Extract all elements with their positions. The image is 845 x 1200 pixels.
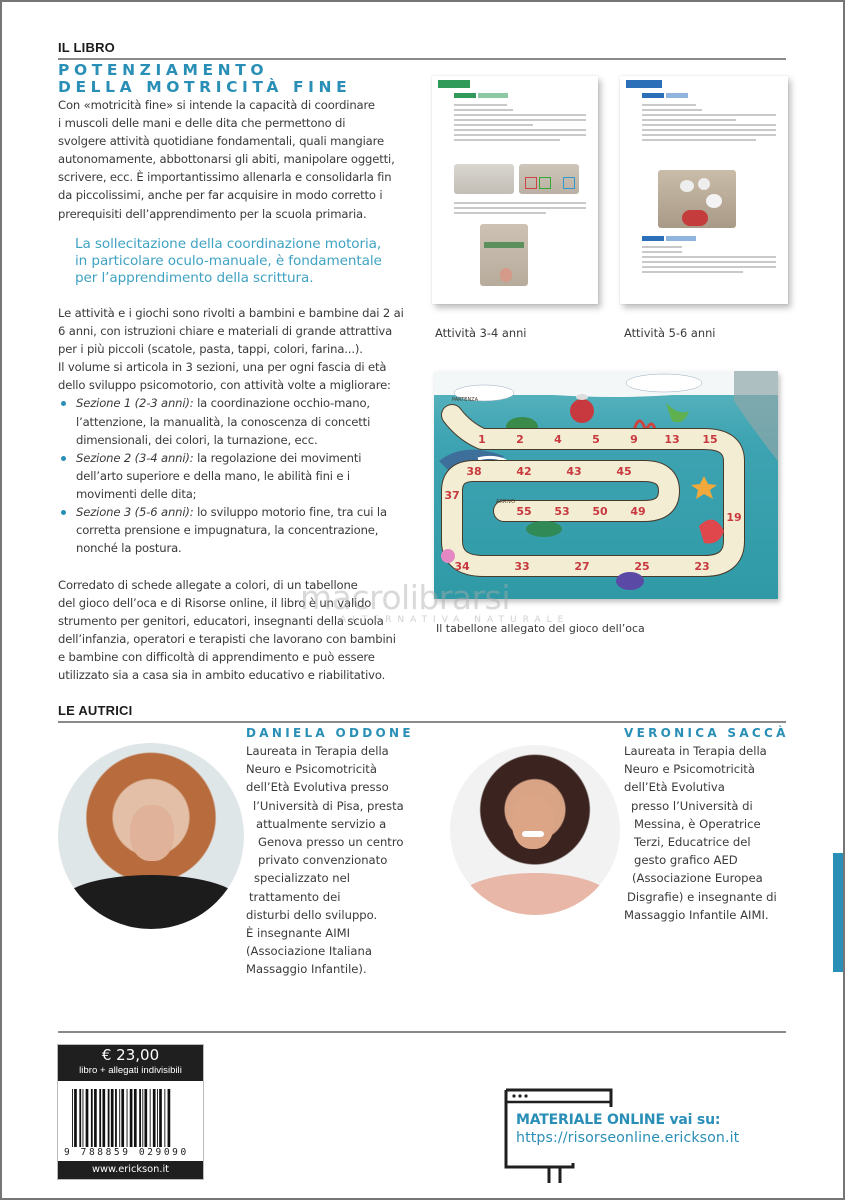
bio-line: Massaggio Infantile). <box>246 962 367 977</box>
author-portrait-veronica-sacca <box>450 745 620 915</box>
price-note: libro + allegati indivisibili <box>79 1065 182 1076</box>
text-line: del gioco dell’oca e di Risorse online, il libro è un valido <box>58 596 372 611</box>
preview-heading-bar <box>642 93 664 98</box>
section-text: dell’arto superiore e della mano, le abilità fini e i <box>76 468 351 483</box>
section-item <box>58 503 430 557</box>
board-square-number: 34 <box>454 560 470 573</box>
preview-text <box>454 104 586 144</box>
board-square-number: 5 <box>592 433 600 446</box>
barcode-bar <box>127 1089 128 1147</box>
barcode-bar <box>164 1089 165 1147</box>
bio-line: dell’Età Evolutiva presso <box>246 780 389 795</box>
price-barcode-box <box>57 1044 204 1180</box>
preview-photo <box>480 224 528 286</box>
text-line: dell’infanzia, operatori e terapisti che lavorano con bambini <box>58 632 396 647</box>
text-line: prerequisiti dell’apprendimento per la scuola primaria. <box>58 206 367 221</box>
board-square-number: 15 <box>702 433 718 446</box>
bio-line: (Associazione Italiana <box>246 944 372 959</box>
bio-line: Laureata in Terapia della <box>624 744 767 758</box>
sections-list <box>58 394 430 557</box>
board-square-number: 33 <box>514 560 530 573</box>
price-header <box>58 1045 203 1081</box>
barcode-bar <box>150 1089 151 1147</box>
bio-line: gesto grafico AED <box>634 853 738 868</box>
barcode-bar <box>168 1089 171 1147</box>
bio-line: Neuro e Psicomotricità <box>624 762 755 777</box>
watermark-subtext: ALTERNATIVA NATURALE <box>340 615 570 625</box>
board-square-number: 37 <box>444 489 460 502</box>
bio-line: presso l’Università di <box>631 798 753 813</box>
bio-line: Messina, è Operatrice <box>634 816 761 831</box>
online-material-link[interactable]: https://risorseonline.erickson.it <box>516 1130 740 1146</box>
text-line: scrivere, ecc. È importantissimo allenarla e consolidarla fin <box>58 170 392 185</box>
board-square-number: 9 <box>630 433 638 446</box>
preview-heading-bar <box>666 93 688 98</box>
fish <box>616 572 644 590</box>
section-text: la regolazione dei movimenti <box>193 450 362 465</box>
barcode-bar <box>119 1089 120 1147</box>
seagull <box>576 394 588 400</box>
text-line: svolgere attività quotidiane fondamentali, quali mangiare <box>58 134 384 149</box>
online-title-main: MATERIALE ONLINE <box>516 1112 665 1128</box>
section-text: corretta prensione e impugnatura, la concentrazione, <box>76 523 379 538</box>
preview-photo <box>658 170 736 228</box>
barcode-bar <box>94 1089 97 1147</box>
pull-quote <box>75 236 415 287</box>
section-text: la coordinazione occhio-mano, <box>193 396 370 411</box>
barcode-bar <box>86 1089 89 1147</box>
barcode-bar <box>83 1089 84 1147</box>
text-line: Il volume si articola in 3 sezioni, una per ogni fascia di età <box>58 360 387 375</box>
board-square-number: 23 <box>694 560 710 573</box>
bio-line: disturbi dello sviluppo. <box>246 907 378 922</box>
preview-text <box>454 202 586 217</box>
section-text: dimensionali, dei colori, la turnazione, ecc. <box>76 432 318 447</box>
board-caption: Il tabellone allegato del gioco dell’oca <box>436 622 645 635</box>
board-square-number: 19 <box>726 511 742 524</box>
quote-line: La sollecitazione della coordinazione motoria, <box>75 236 382 252</box>
board-square-number: 2 <box>516 433 524 446</box>
section-label: Sezione 3 (5-6 anni): <box>76 505 194 520</box>
book-intro <box>58 96 428 223</box>
preview-heading-bar <box>666 236 696 241</box>
board-square-number: 1 <box>478 433 486 446</box>
section-rule <box>58 58 786 60</box>
preview-photo <box>454 164 514 194</box>
side-color-tab <box>833 853 843 972</box>
section-item <box>58 394 430 448</box>
bio-line: attualmente servizio a <box>256 816 387 831</box>
text-line: 6 anni, con istruzioni chiare e materiali di grande attrattiva <box>58 324 393 339</box>
board-square-number: 42 <box>516 465 532 478</box>
cloud <box>626 374 702 392</box>
publisher-website: www.erickson.it <box>58 1161 203 1179</box>
text-line: per i più piccoli (scatole, pasta, tappi, colori, farina...). <box>58 342 363 357</box>
bio-line: trattamento dei <box>249 889 341 904</box>
bio-line: Disgrafie) e insegnante di <box>627 889 777 904</box>
preview-text <box>642 246 776 276</box>
bio-line: Terzi, Educatrice del <box>634 835 751 850</box>
online-material-title <box>516 1112 720 1128</box>
board-finish-label: ARRIVO <box>496 499 516 505</box>
board-start-label: PARTENZA <box>452 397 479 403</box>
preview-heading-bar <box>478 93 508 98</box>
board-square-number: 25 <box>634 560 650 573</box>
online-title-suffix: vai su: <box>664 1112 721 1128</box>
text-line: dello sviluppo psicomotorio, con attività volte a migliorare: <box>58 378 391 393</box>
board-square-number: 13 <box>664 433 680 446</box>
board-square-number: 49 <box>630 505 646 518</box>
footer-rule <box>58 1031 786 1033</box>
preview-text <box>642 104 776 144</box>
board-square-number: 38 <box>466 465 482 478</box>
price-amount: € 23,00 <box>101 1046 160 1064</box>
section-label-book: IL LIBRO <box>58 40 115 55</box>
barcode <box>70 1089 192 1147</box>
author-portrait-daniela-oddone <box>58 743 244 929</box>
text-line: i muscoli delle mani e delle dita che permettono di <box>58 116 346 131</box>
text-line: utilizzato sia a casa sia in ambito educativo e riabilitativo. <box>58 668 386 683</box>
barcode-bar <box>159 1089 162 1147</box>
preview-tag <box>626 80 662 88</box>
preview-tag <box>438 80 470 88</box>
preview-page-3-4 <box>432 76 598 304</box>
board-square-number: 55 <box>516 505 532 518</box>
quote-line: in particolare oculo-manuale, è fondamentale <box>75 253 382 269</box>
preview-photo <box>519 164 579 194</box>
text-line: Le attività e i giochi sono rivolti a bambini e bambine dai 2 ai <box>58 306 404 320</box>
barcode-bar <box>91 1089 93 1147</box>
bio-line: Genova presso un centro <box>258 835 404 850</box>
author-bio <box>624 742 777 924</box>
starfish <box>691 476 717 499</box>
book-title <box>58 62 351 96</box>
text-line: strumento per genitori, educatori, insegnanti della scuola <box>58 614 384 629</box>
barcode-bar <box>115 1089 117 1147</box>
barcode-bar <box>130 1089 133 1147</box>
book-title-line: POTENZIAMENTO <box>58 61 269 79</box>
bio-line: Neuro e Psicomotricità <box>246 762 377 777</box>
board-square-number: 50 <box>592 505 608 518</box>
book-title-line: DELLA MOTRICITÀ FINE <box>58 78 352 96</box>
board-square-number: 4 <box>554 433 562 446</box>
bio-line: Laureata in Terapia della <box>246 744 389 758</box>
author-bio <box>246 742 404 979</box>
section-text: lo sviluppo motorio fine, tra cui la <box>193 505 387 520</box>
barcode-bar <box>74 1089 77 1147</box>
section-label-authors: LE AUTRICI <box>58 703 133 718</box>
watermark-text: macrolibrarsi <box>300 578 511 617</box>
bio-line: l’Università di Pisa, presta <box>253 798 404 813</box>
barcode-bar <box>121 1089 124 1147</box>
section-item <box>58 449 430 503</box>
jellyfish <box>441 549 455 563</box>
barcode-bar <box>108 1089 110 1147</box>
text-line: autonomamente, abbottonarsi gli abiti, manipolare oggetti, <box>58 152 395 167</box>
bio-line: È insegnante AIMI <box>246 926 351 941</box>
game-board-image <box>434 371 778 599</box>
text-line: da piccolissimi, anche per far acquisire in modo corretto i <box>58 188 383 203</box>
quote-line: per l’apprendimento della scrittura. <box>75 270 314 286</box>
barcode-bar <box>72 1089 73 1147</box>
board-square-number: 45 <box>616 465 632 478</box>
octopus <box>699 520 724 544</box>
barcode-bar <box>99 1089 101 1147</box>
barcode-bar <box>139 1089 141 1147</box>
bio-line: Massaggio Infantile AIMI. <box>624 907 769 922</box>
author-name: DANIELA ODDONE <box>246 726 414 740</box>
bio-line: specializzato nel <box>254 871 350 886</box>
board-square-number: 53 <box>554 505 570 518</box>
isbn-number: 9 788859 029090 <box>64 1147 189 1158</box>
bio-line: dell’Età Evolutiva <box>624 780 725 795</box>
seaweed <box>666 403 689 422</box>
section-text: movimenti delle dita; <box>76 486 197 501</box>
barcode-bar <box>111 1089 114 1147</box>
eel <box>526 521 562 537</box>
book-activities <box>58 304 430 557</box>
author-name: VERONICA SACCÀ <box>624 726 789 740</box>
barcode-bar <box>79 1089 81 1147</box>
text-line: Con «motricità fine» si intende la capacità di coordinare <box>58 98 375 112</box>
section-label: Sezione 2 (3-4 anni): <box>76 450 194 465</box>
preview-page-5-6 <box>620 76 788 304</box>
barcode-bar <box>102 1089 105 1147</box>
section-text: l’attenzione, la manualità, la conoscenza di concetti <box>76 414 371 429</box>
text-line: Corredato di schede allegate a colori, di un tabellone <box>58 578 358 592</box>
section-text: nonché la postura. <box>76 541 182 556</box>
buoy <box>570 399 594 423</box>
bio-line: privato convenzionato <box>258 853 388 868</box>
barcode-bar <box>144 1089 147 1147</box>
barcode-bar <box>153 1089 156 1147</box>
board-square-number: 27 <box>574 560 590 573</box>
section-rule <box>58 721 786 723</box>
barcode-bar <box>142 1089 143 1147</box>
preview-caption: Attività 5-6 anni <box>624 326 716 340</box>
game-board-illustration <box>434 371 778 599</box>
section-label: Sezione 1 (2-3 anni): <box>76 396 194 411</box>
board-square-number: 43 <box>566 465 582 478</box>
preview-heading-bar <box>642 236 664 241</box>
preview-heading-bar <box>454 93 476 98</box>
preview-caption: Attività 3-4 anni <box>435 326 527 340</box>
barcode-bar <box>134 1089 137 1147</box>
text-line: e bambine con difficoltà di apprendimento e può essere <box>58 650 375 665</box>
barcode-bar <box>157 1089 158 1147</box>
bio-line: (Associazione Europea <box>632 871 763 886</box>
